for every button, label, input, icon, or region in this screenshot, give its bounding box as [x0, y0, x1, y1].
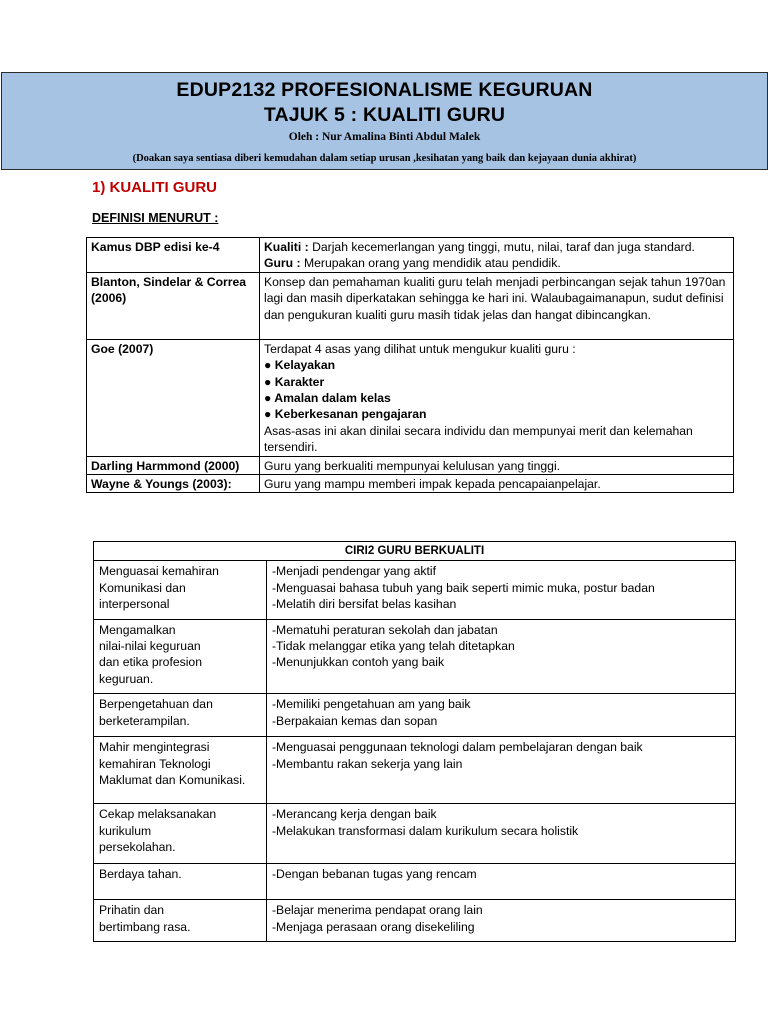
- label-line: Maklumat dan Komunikasi.: [99, 773, 246, 788]
- author-line: Oleh : Nur Amalina Binti Abdul Malek: [288, 131, 481, 143]
- point-item: -Memiliki pengetahuan am yang baik: [272, 697, 471, 712]
- point-item: -Mematuhi peraturan sekolah dan jabatan: [272, 622, 498, 637]
- prayer-line: (Doakan saya sentiasa diberi kemudahan dalam setiap urusan ,kesihatan yang baik dan kejayaan dunia akhirat): [132, 153, 637, 164]
- section-heading: 1) KUALITI GURU: [92, 179, 217, 196]
- term-label: Kualiti :: [264, 240, 309, 254]
- label-line: Cekap melaksanakan: [99, 807, 217, 822]
- label-line: Prihatin dan: [99, 903, 165, 918]
- table-row: [94, 737, 736, 804]
- definition-text: Konsep dan pemahaman kualiti guru telah menjadi perbincangan sejak tahun 1970an lagi dan masih diperkatakan sehingga ke hari ini. Walaubagaimanapun, sudut definisi dan pengukuran kualiti guru masih tidak jelas dan hangat dibincangkan.: [260, 272, 734, 339]
- point-item: -Menguasai penggunaan teknologi dalam pembelajaran dengan baik: [272, 740, 643, 755]
- definition-text: [260, 339, 734, 456]
- characteristics-title: CIRI2 GURU BERKUALITI: [94, 542, 736, 561]
- label-line: Berpengetahuan dan: [99, 697, 213, 712]
- characteristics-table: [93, 541, 736, 942]
- definition-text: Guru yang berkualiti mempunyai kelulusan yang tinggi.: [260, 456, 734, 474]
- table-row: [87, 475, 734, 493]
- characteristic-points: [267, 694, 736, 737]
- definition-text: Guru yang mampu memberi impak kepada pencapaianpelajar.: [260, 475, 734, 493]
- characteristic-points: [267, 864, 736, 900]
- definitions-subheading: DEFINISI MENURUT :: [92, 211, 219, 225]
- definition-source: Goe (2007): [87, 339, 260, 456]
- point-item: -Menjadi pendengar yang aktif: [272, 564, 436, 579]
- label-line: nilai-nilai keguruan: [99, 639, 201, 654]
- label-line: berketerampilan.: [99, 713, 190, 728]
- label-line: dan etika profesion: [99, 655, 202, 670]
- label-line: Berdaya tahan.: [99, 867, 182, 882]
- table-row: [87, 238, 734, 273]
- label-line: keguruan.: [99, 671, 154, 686]
- header-banner: [1, 72, 768, 170]
- table-row: [87, 456, 734, 474]
- characteristic-label: [94, 900, 267, 942]
- definition-source: Blanton, Sindelar & Correa (2006): [87, 272, 260, 339]
- characteristic-points: [267, 619, 736, 694]
- bullet-item: ● Kelayakan: [264, 358, 336, 373]
- point-item: -Menguasai bahasa tubuh yang baik seperti mimic muka, postur badan: [272, 580, 655, 595]
- definition-source: Wayne & Youngs (2003):: [87, 475, 260, 493]
- table-row: [94, 804, 736, 864]
- label-line: interpersonal: [99, 597, 170, 612]
- characteristic-label: [94, 804, 267, 864]
- definitions-table: [86, 237, 734, 493]
- point-item: -Menunjukkan contoh yang baik: [272, 655, 445, 670]
- bullet-item: ● Keberkesanan pengajaran: [264, 407, 427, 422]
- label-line: kurikulum: [99, 823, 152, 838]
- label-line: Menguasai kemahiran: [99, 564, 219, 579]
- point-item: -Merancang kerja dengan baik: [272, 807, 437, 822]
- definition-source: Darling Harmmond (2000): [87, 456, 260, 474]
- point-item: -Dengan bebanan tugas yang rencam: [272, 867, 477, 882]
- label-line: kemahiran Teknologi: [99, 756, 211, 771]
- point-item: -Berpakaian kemas dan sopan: [272, 713, 438, 728]
- characteristic-label: [94, 694, 267, 737]
- label-line: Mahir mengintegrasi: [99, 740, 210, 755]
- point-item: -Melakukan transformasi dalam kurikulum secara holistik: [272, 823, 579, 838]
- definition-intro: Terdapat 4 asas yang dilihat untuk mengukur kualiti guru :: [264, 341, 576, 356]
- point-item: -Tidak melanggar etika yang telah ditetapkan: [272, 639, 515, 654]
- term-definition: Merupakan orang yang mendidik atau pendidik.: [300, 256, 561, 271]
- table-row: [94, 900, 736, 942]
- table-row: [94, 694, 736, 737]
- table-row: [94, 619, 736, 694]
- table-header-row: [94, 542, 736, 561]
- table-row: [94, 561, 736, 619]
- table-row: [94, 864, 736, 900]
- characteristic-label: [94, 864, 267, 900]
- term-label: Guru :: [264, 256, 301, 271]
- bullet-item: ● Karakter: [264, 374, 325, 389]
- label-line: Komunikasi dan: [99, 580, 186, 595]
- definition-text: [260, 238, 734, 273]
- characteristic-label: [94, 737, 267, 804]
- characteristic-points: [267, 804, 736, 864]
- term-definition: Darjah kecemerlangan yang tinggi, mutu, nilai, taraf dan juga standard.: [308, 240, 695, 254]
- point-item: -Belajar menerima pendapat orang lain: [272, 903, 483, 918]
- definition-source: Kamus DBP edisi ke-4: [87, 238, 260, 273]
- point-item: -Membantu rakan sekerja yang lain: [272, 756, 463, 771]
- definition-outro: Asas-asas ini akan dinilai secara individu dan mempunyai merit dan kelemahan tersendiri.: [264, 423, 693, 455]
- table-row: [87, 272, 734, 339]
- label-line: bertimbang rasa.: [99, 919, 191, 934]
- table-row: [87, 339, 734, 456]
- characteristic-points: [267, 561, 736, 619]
- point-item: -Menjaga perasaan orang disekeliling: [272, 919, 475, 934]
- characteristic-label: [94, 561, 267, 619]
- characteristic-points: [267, 900, 736, 942]
- topic-title: TAJUK 5 : KUALITI GURU: [263, 104, 506, 126]
- point-item: -Melatih diri bersifat belas kasihan: [272, 597, 457, 612]
- course-title: EDUP2132 PROFESIONALISME KEGURUAN: [176, 79, 593, 101]
- bullet-item: ● Amalan dalam kelas: [264, 391, 391, 406]
- label-line: Mengamalkan: [99, 622, 176, 637]
- characteristic-label: [94, 619, 267, 694]
- characteristic-points: [267, 737, 736, 804]
- label-line: persekolahan.: [99, 840, 176, 855]
